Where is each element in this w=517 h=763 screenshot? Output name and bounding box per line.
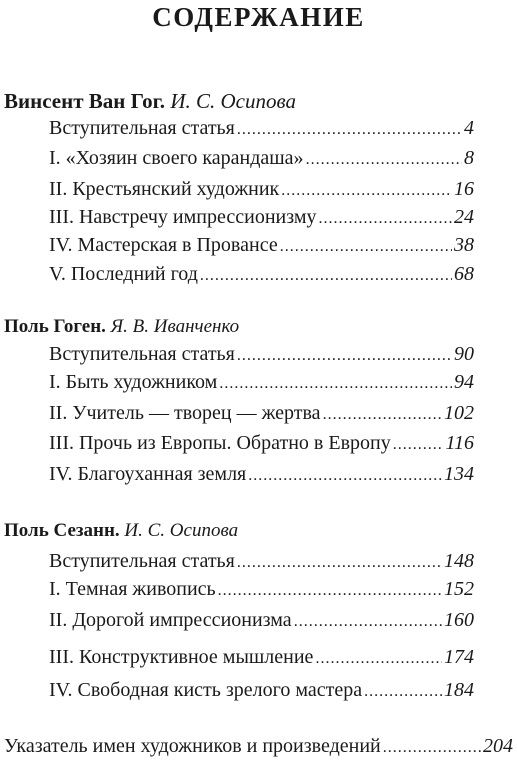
toc-entry[interactable]: [49, 115, 474, 143]
toc-entry-page: 68: [454, 263, 474, 285]
dot-leader: [218, 578, 442, 604]
toc-entry[interactable]: [49, 145, 474, 173]
dot-leader: [383, 735, 481, 761]
toc-entry[interactable]: [49, 430, 474, 458]
toc-entry-label: II. Крестьянский художник: [49, 178, 280, 200]
toc-entry[interactable]: [49, 176, 474, 204]
section-author: И. С. Осипова: [170, 89, 296, 113]
toc-entry-page: 152: [444, 578, 474, 600]
dot-leader: [237, 550, 442, 576]
toc-entry-page: 184: [444, 679, 474, 701]
dot-leader: [237, 117, 462, 143]
toc-entry[interactable]: [49, 369, 474, 397]
toc-entry[interactable]: [49, 204, 474, 232]
dot-leader: [319, 206, 453, 232]
section-artist-name: Поль Гоген.: [4, 316, 106, 337]
toc-entry-label: I. Темная живопись: [49, 578, 216, 600]
toc-entry[interactable]: [49, 461, 474, 489]
section-heading-cezanne: [4, 518, 238, 544]
section-artist-name: Поль Сезанн.: [4, 520, 120, 541]
toc-entry-label: V. Последний год: [49, 263, 198, 285]
toc-entry[interactable]: [49, 232, 474, 260]
toc-entry-label: Вступительная статья: [49, 550, 235, 572]
toc-entry[interactable]: [49, 341, 474, 369]
dot-leader: [237, 343, 452, 369]
toc-entry[interactable]: [49, 677, 474, 705]
toc-entry-page: 94: [454, 371, 474, 393]
section-author: И. С. Осипова: [124, 520, 239, 541]
section-heading-gauguin: [4, 314, 239, 340]
toc-entry-index[interactable]: [4, 733, 513, 761]
toc-entry[interactable]: [49, 400, 474, 428]
toc-entry-label: I. «Хозяин своего карандаша»: [49, 147, 304, 169]
toc-entry-page: 4: [464, 117, 474, 139]
toc-entry-label: IV. Благоуханная земля: [49, 463, 247, 485]
toc-entry-page: 16: [454, 178, 474, 200]
toc-entry-label: II. Дорогой импрессионизма: [49, 609, 292, 631]
toc-entry[interactable]: [49, 548, 474, 576]
dot-leader: [315, 646, 442, 672]
toc-entry-page: 134: [444, 463, 474, 485]
section-artist-name: Винсент Ван Гог.: [4, 89, 166, 113]
toc-entry[interactable]: [49, 261, 474, 289]
dot-leader: [200, 263, 452, 289]
dot-leader: [393, 432, 444, 458]
toc-entry-label: I. Быть художником: [49, 371, 218, 393]
dot-leader: [306, 147, 462, 173]
section-author: Я. В. Иванченко: [110, 316, 240, 337]
toc-entry[interactable]: [49, 576, 474, 604]
dot-leader: [248, 463, 442, 489]
toc-entry-page: 174: [444, 646, 474, 668]
dot-leader: [219, 371, 452, 397]
toc-entry-label: III. Навстречу импрессионизму: [49, 206, 317, 228]
toc-entry-label: Вступительная статья: [49, 117, 235, 139]
toc-entry-page: 160: [444, 609, 474, 631]
toc-entry-label: IV. Свободная кисть зрелого мастера: [49, 679, 363, 701]
dot-leader: [281, 178, 452, 204]
toc-entry-label: Вступительная статья: [49, 343, 235, 365]
section-heading-van-gogh: [4, 88, 296, 114]
page-title: СОДЕРЖАНИЕ: [152, 2, 365, 32]
toc-entry-page: 148: [444, 550, 474, 572]
toc-entry-page: 116: [445, 432, 474, 454]
toc-entry-page: 24: [454, 206, 474, 228]
toc-entry-label: III. Конструктивное мышление: [49, 646, 314, 668]
dot-leader: [323, 402, 442, 428]
dot-leader: [364, 679, 442, 705]
toc-entry-page: 102: [444, 402, 474, 424]
toc-entry-page: 90: [454, 343, 474, 365]
toc-entry[interactable]: [49, 644, 474, 672]
toc-entry-page: 38: [454, 234, 474, 256]
dot-leader: [294, 609, 442, 635]
toc-entry[interactable]: [49, 607, 474, 635]
dot-leader: [280, 234, 452, 260]
toc-entry-page: 204: [483, 735, 513, 757]
toc-entry-page: 8: [464, 147, 474, 169]
toc-entry-label: III. Прочь из Европы. Обратно в Европу: [49, 432, 391, 454]
toc-entry-label: II. Учитель — творец — жертва: [49, 402, 321, 424]
toc-entry-label: Указатель имен художников и произведений: [4, 735, 381, 757]
toc-entry-label: IV. Мастерская в Провансе: [49, 234, 278, 256]
